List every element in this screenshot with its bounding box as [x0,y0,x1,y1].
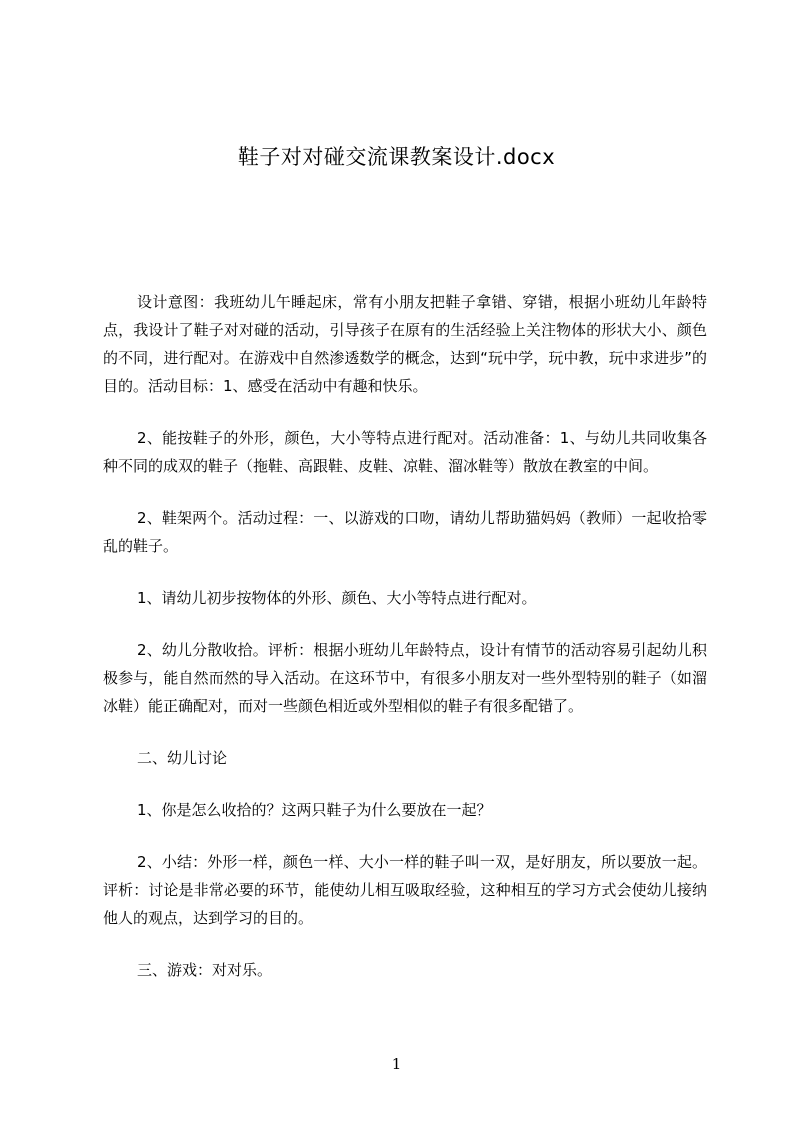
heading-game: 三、游戏：对对乐。 [137,961,273,979]
page-number: 1 [391,1055,402,1073]
document-body [103,288,707,1008]
heading-children-discussion: 二、幼儿讨论 [137,749,228,767]
paragraph-design-intent: 设计意图：我班幼儿午睡起床，常有小朋友把鞋子拿错、穿错，根据小班幼儿年龄特点，我设计了鞋子对对碰的活动，引导孩子在原有的生活经验上关注物体的形状大小、颜色的不同，进行配对。在游戏中自然渗透数学的概念，达到“玩中学，玩中教，玩中求进步”的目的。活动目标：1、感受在活动中有趣和快乐。 [103,293,707,395]
paragraph-activity-process: 2、鞋架两个。活动过程：一、以游戏的口吻，请幼儿帮助猫妈妈（教师）一起收拾零乱的鞋子。 [103,509,707,555]
document-title: 鞋子对对碰交流课教案设计.docx [237,145,556,169]
paragraph-discussion-question: 1、你是怎么收拾的？这两只鞋子为什么要放在一起？ [137,801,492,819]
paragraph-summary: 2、小结：外形一样，颜色一样、大小一样的鞋子叫一双，是好朋友，所以要放一起。评析：讨论是非常必要的环节，能使幼儿相互吸取经验，这种相互的学习方式会使幼儿接纳他人的观点，达到学习的目的。 [103,853,707,927]
paragraph-goal-and-preparation: 2、能按鞋子的外形，颜色，大小等特点进行配对。活动准备：1、与幼儿共同收集各种不同的成双的鞋子（拖鞋、高跟鞋、皮鞋、凉鞋、溜冰鞋等）散放在教室的中间。 [103,429,707,475]
paragraph-scattered-tidying: 2、幼儿分散收拾。评析：根据小班幼儿年龄特点，设计有情节的活动容易引起幼儿积极参与，能自然而然的导入活动。在这环节中，有很多小朋友对一些外型特别的鞋子（如溜冰鞋）能正确配对，而对一些颜色相近或外型相似的鞋子有很多配错了。 [103,641,707,715]
paragraph-initial-matching: 1、请幼儿初步按物体的外形、颜色、大小等特点进行配对。 [137,589,537,607]
